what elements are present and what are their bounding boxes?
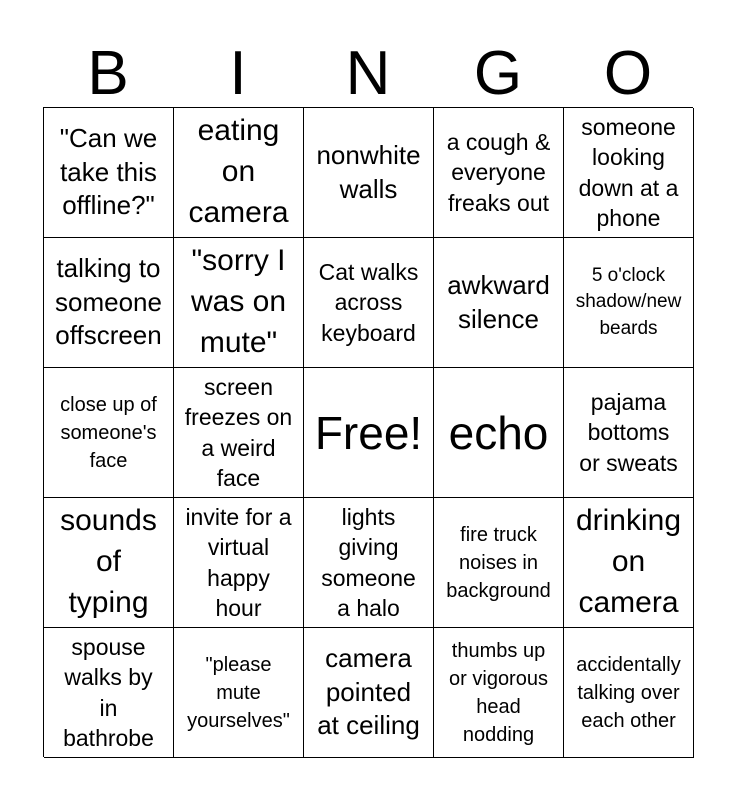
cell-label: spouse walks by in bathrobe: [63, 633, 154, 751]
cell-label: pajama bottoms or sweats: [579, 388, 678, 476]
cell-label: sounds of typing: [60, 504, 157, 619]
cell-label: lights giving someone a halo: [321, 503, 416, 621]
bingo-cell[interactable]: [304, 108, 434, 238]
header-letter-g: G: [473, 39, 523, 108]
bingo-cell[interactable]: [304, 498, 434, 628]
bingo-cell[interactable]: [44, 498, 174, 628]
bingo-cell[interactable]: [304, 238, 434, 368]
cell-label: eating on camera: [188, 114, 289, 229]
cell-label: "please mute yourselves": [187, 653, 290, 732]
bingo-board: [43, 107, 693, 757]
bingo-cell[interactable]: [174, 498, 304, 628]
cell-label: drinking on camera: [575, 504, 682, 619]
cell-label: a cough & everyone freaks out: [446, 128, 551, 216]
bingo-cell[interactable]: [434, 108, 564, 238]
bingo-header: [43, 40, 693, 108]
bingo-cell[interactable]: [434, 498, 564, 628]
cell-label: screen freezes on a weird face: [184, 373, 293, 491]
cell-label: 5 o'clock shadow/new beards: [575, 265, 682, 339]
bingo-cell[interactable]: [564, 368, 694, 498]
cell-label: "Can we take this offline?": [59, 122, 158, 221]
cell-label: nonwhite walls: [316, 139, 421, 204]
header-letter-b: B: [87, 39, 129, 108]
bingo-cell[interactable]: [174, 108, 304, 238]
free-space-cell[interactable]: [304, 368, 434, 498]
bingo-cell[interactable]: [174, 628, 304, 758]
cell-label: awkward silence: [447, 269, 550, 334]
bingo-cell[interactable]: [564, 498, 694, 628]
bingo-cell[interactable]: [44, 628, 174, 758]
header-letter-i: I: [229, 39, 247, 108]
bingo-cell[interactable]: [434, 628, 564, 758]
cell-label: fire truck noises in background: [446, 523, 551, 602]
cell-label: accidentally talking over each other: [576, 653, 681, 732]
cell-label: Cat walks across keyboard: [318, 258, 419, 346]
cell-label: someone looking down at a phone: [578, 113, 679, 231]
cell-label: Free!: [314, 406, 423, 459]
header-letter-o: O: [603, 39, 653, 108]
cell-label: thumbs up or vigorous head nodding: [449, 639, 548, 746]
header-letter-n: N: [345, 39, 391, 108]
bingo-cell[interactable]: [434, 368, 564, 498]
cell-label: echo: [448, 406, 549, 459]
cell-label: talking to someone offscreen: [55, 252, 162, 351]
bingo-cell[interactable]: [44, 238, 174, 368]
bingo-cell[interactable]: [564, 238, 694, 368]
cell-label: camera pointed at ceiling: [317, 642, 420, 741]
bingo-cell[interactable]: [174, 238, 304, 368]
bingo-cell[interactable]: [564, 628, 694, 758]
cell-label: "sorry I was on mute": [190, 244, 287, 359]
bingo-cell[interactable]: [174, 368, 304, 498]
bingo-cell[interactable]: [44, 108, 174, 238]
bingo-cell[interactable]: [564, 108, 694, 238]
cell-label: invite for a virtual happy hour: [185, 503, 292, 621]
bingo-cell[interactable]: [434, 238, 564, 368]
bingo-cell[interactable]: [304, 628, 434, 758]
bingo-cell[interactable]: [44, 368, 174, 498]
cell-label: close up of someone's face: [60, 393, 157, 472]
